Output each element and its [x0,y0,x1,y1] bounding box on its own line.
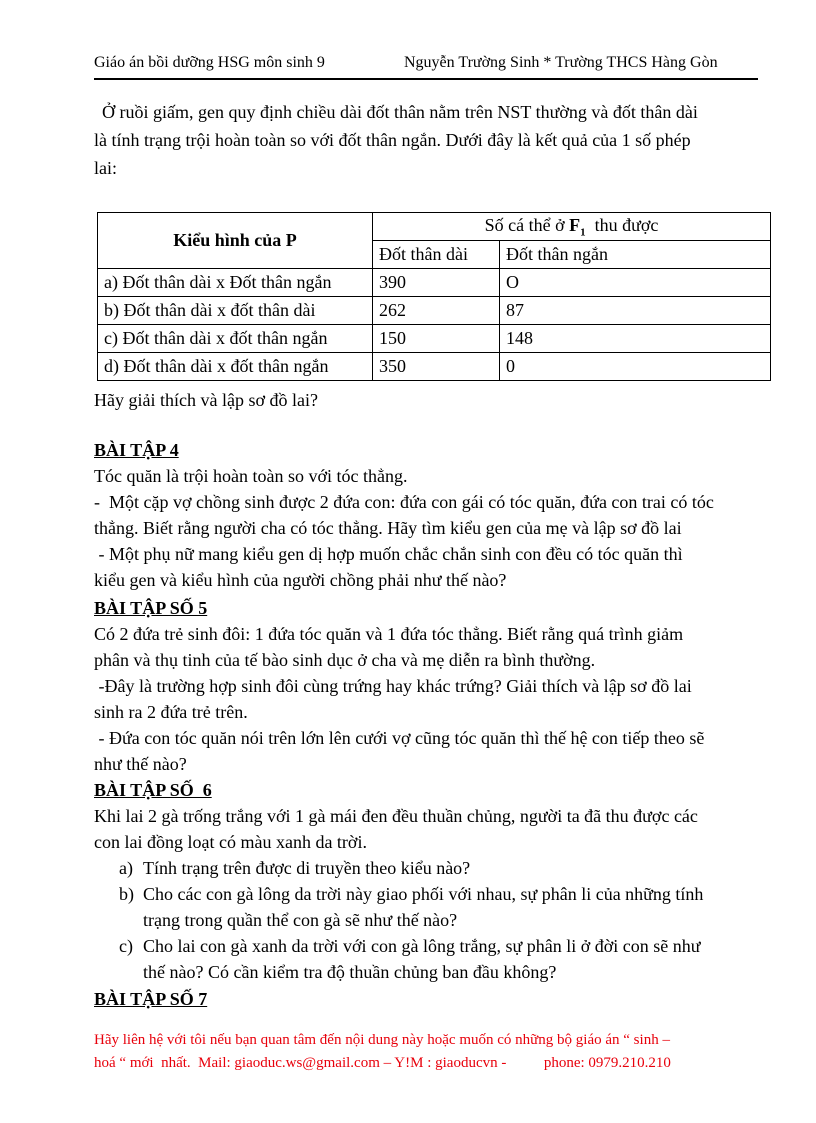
table-row [98,297,771,325]
cell-cross: d) Đốt thân dài x đốt thân ngắn [98,353,373,381]
cell-cross: a) Đốt thân dài x Đốt thân ngắn [98,269,373,297]
table-row [98,353,771,381]
cell-long: 350 [373,353,500,381]
exercise-title: BÀI TẬP SỐ 6 [94,780,212,800]
exercise-line: phân và thụ tinh của tế bào sinh dục ở cha và mẹ diễn ra bình thường. [94,650,596,670]
exercise-5 [94,595,766,777]
cell-cross: c) Đốt thân dài x đốt thân ngắn [98,325,373,353]
exercise-line: Khi lai 2 gà trống trắng với 1 gà mái đen đều thuần chủng, người ta đã thu được các [94,806,698,826]
cell-long: 390 [373,269,500,297]
list-item-text: Tính trạng trên được di truyền theo kiểu nào? [143,858,471,878]
list-item-text: Cho lai con gà xanh da trời với con gà lông trắng, sự phân li ở đời con sẽ như [143,936,701,956]
footer-line: Hãy liên hệ với tôi nếu bạn quan tâm đến nội dung này hoặc muốn có những bộ giáo án “ sinh – [94,1032,670,1048]
cell-short: O [500,269,771,297]
list-item [94,881,766,933]
exercise-line: thẳng. Biết rằng người cha có tóc thẳng. Hãy tìm kiểu gen của mẹ và lập sơ đồ lai [94,518,682,538]
table-row [98,325,771,353]
exercise-title: BÀI TẬP 4 [94,440,179,460]
list-marker: a) [119,858,133,878]
subheader-short: Đốt thân ngắn [500,241,771,269]
cell-long: 150 [373,325,500,353]
header-phenotype-p: Kiểu hình của P [98,213,373,269]
contact-footer [94,1029,758,1075]
footer-line: hoá “ mới nhất. Mail: giaoduc.ws@gmail.com – Y!M : giaoducvn - phone: 0979.210.210 [94,1055,671,1071]
exercise-4 [94,437,766,593]
list-item-text: trạng trong quần thể con gà sẽ như thế nào? [143,910,458,930]
exercise-line: con lai đồng loạt có màu xanh da trời. [94,832,367,852]
exercise-title: BÀI TẬP SỐ 5 [94,598,208,618]
exercise-line: -Đây là trường hợp sinh đôi cùng trứng hay khác trứng? Giải thích và lập sơ đồ lai [94,676,692,696]
cell-long: 262 [373,297,500,325]
intro-line: Ở ruồi giấm, gen quy định chiều dài đốt thân nằm trên NST thường và đốt thân dài [102,102,698,122]
list-item-text: thế nào? Có cần kiểm tra độ thuần chủng ban đầu không? [143,962,557,982]
cell-short: 87 [500,297,771,325]
exercise-line: kiểu gen và kiểu hình của người chồng phải như thế nào? [94,570,507,590]
page-header [94,52,758,80]
exercise-6 [94,777,766,985]
exercise-line: Có 2 đứa trẻ sinh đôi: 1 đứa tóc quăn và 1 đứa tóc thẳng. Biết rằng quá trình giảm [94,624,684,644]
list-item [94,855,766,881]
exercise-line: sinh ra 2 đứa trẻ trên. [94,702,248,722]
exercise-7 [94,986,766,1012]
list-item [94,933,766,985]
list-marker: b) [119,884,134,904]
table-row [98,269,771,297]
table-header-row [98,213,771,241]
exercise-title: BÀI TẬP SỐ 7 [94,989,208,1009]
question-list [94,855,766,985]
exercise-line: - Một phụ nữ mang kiểu gen dị hợp muốn chắc chắn sinh con đều có tóc quăn thì [94,544,683,564]
list-marker: c) [119,936,133,956]
exercise-line: - Một cặp vợ chồng sinh được 2 đứa con: đứa con gái có tóc quăn, đứa con trai có tóc [94,492,714,512]
header-f1-count: Số cá thể ở $F_1$ thu được [373,213,771,241]
header-author-school: Nguyễn Trường Sinh * Trường THCS Hàng Gòn [404,54,718,71]
exercise-line: Tóc quăn là trội hoàn toàn so với tóc thẳng. [94,466,408,486]
subheader-long: Đốt thân dài [373,241,500,269]
exercise-line: - Đứa con tóc quăn nói trên lớn lên cưới vợ cũng tóc quăn thì thế hệ con tiếp theo sẽ [94,728,705,748]
header-course-title: Giáo án bồi dưỡng HSG môn sinh 9 [94,54,325,71]
cell-short: 0 [500,353,771,381]
intro-paragraph [94,98,758,182]
cell-cross: b) Đốt thân dài x đốt thân dài [98,297,373,325]
list-item-text: Cho các con gà lông da trời này giao phối với nhau, sự phân li của những tính [143,884,704,904]
intro-line: lai: [94,158,117,178]
intro-line: là tính trạng trội hoàn toàn so với đốt thân ngắn. Dưới đây là kết quả của 1 số phép [94,130,691,150]
question-text: Hãy giải thích và lập sơ đồ lai? [94,390,318,410]
exercise-line: như thế nào? [94,754,187,774]
cell-short: 148 [500,325,771,353]
cross-results-table [97,212,771,381]
